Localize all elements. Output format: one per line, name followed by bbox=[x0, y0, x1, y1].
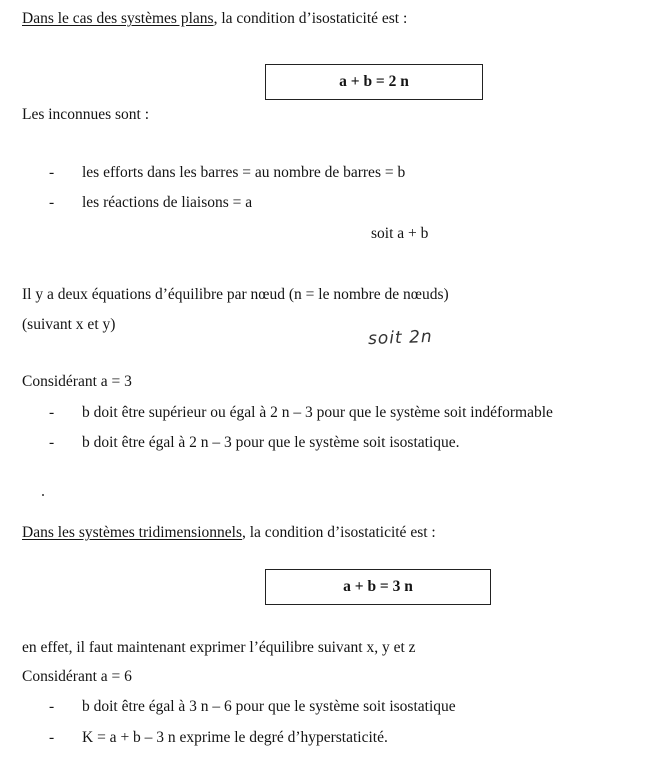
effect-line: en effet, il faut maintenant exprimer l’équilibre suivant x, y et z bbox=[22, 639, 416, 656]
condition3d-item-1: b doit être égal à 3 n – 6 pour que le système soit isostatique bbox=[82, 698, 456, 715]
section2-intro-rest: , la condition d’isostaticité est : bbox=[242, 524, 436, 541]
formula-3d: a + b = 3 n bbox=[343, 578, 413, 595]
bullet-dash: - bbox=[49, 404, 55, 421]
considering-a3: Considérant a = 3 bbox=[22, 373, 132, 390]
bullet-dash: - bbox=[49, 729, 55, 746]
section1-intro-underlined: Dans le cas des systèmes plans bbox=[22, 10, 214, 27]
considering-a6: Considérant a = 6 bbox=[22, 668, 132, 685]
handwritten-annotation: soit 2n bbox=[367, 326, 433, 350]
bullet-dash: - bbox=[49, 194, 55, 211]
formula-box-3d bbox=[265, 569, 491, 605]
stray-mark bbox=[42, 494, 44, 496]
unknowns-heading: Les inconnues sont : bbox=[22, 106, 149, 123]
condition-item-1: b doit être supérieur ou égal à 2 n – 3 pour que le système soit indéformable bbox=[82, 404, 553, 421]
section2-intro bbox=[22, 524, 436, 542]
equations-line-2: (suivant x et y) bbox=[22, 316, 116, 333]
formula-box-2d bbox=[265, 64, 483, 100]
formula-2d: a + b = 2 n bbox=[339, 73, 409, 90]
unknown-item-1: les efforts dans les barres = au nombre de barres = b bbox=[82, 164, 406, 181]
equations-line-1: Il y a deux équations d’équilibre par nœud (n = le nombre de nœuds) bbox=[22, 286, 449, 303]
bullet-dash: - bbox=[49, 164, 55, 181]
unknown-item-2: les réactions de liaisons = a bbox=[82, 194, 253, 211]
sum-unknowns: soit a + b bbox=[371, 225, 429, 242]
section1-intro bbox=[22, 10, 407, 28]
condition-item-2: b doit être égal à 2 n – 3 pour que le système soit isostatique. bbox=[82, 434, 460, 451]
section2-intro-underlined: Dans les systèmes tridimensionnels bbox=[22, 524, 242, 541]
condition3d-item-2: K = a + b – 3 n exprime le degré d’hyperstaticité. bbox=[82, 729, 388, 746]
section1-intro-rest: , la condition d’isostaticité est : bbox=[213, 10, 408, 27]
bullet-dash: - bbox=[49, 434, 55, 451]
bullet-dash: - bbox=[49, 698, 55, 715]
